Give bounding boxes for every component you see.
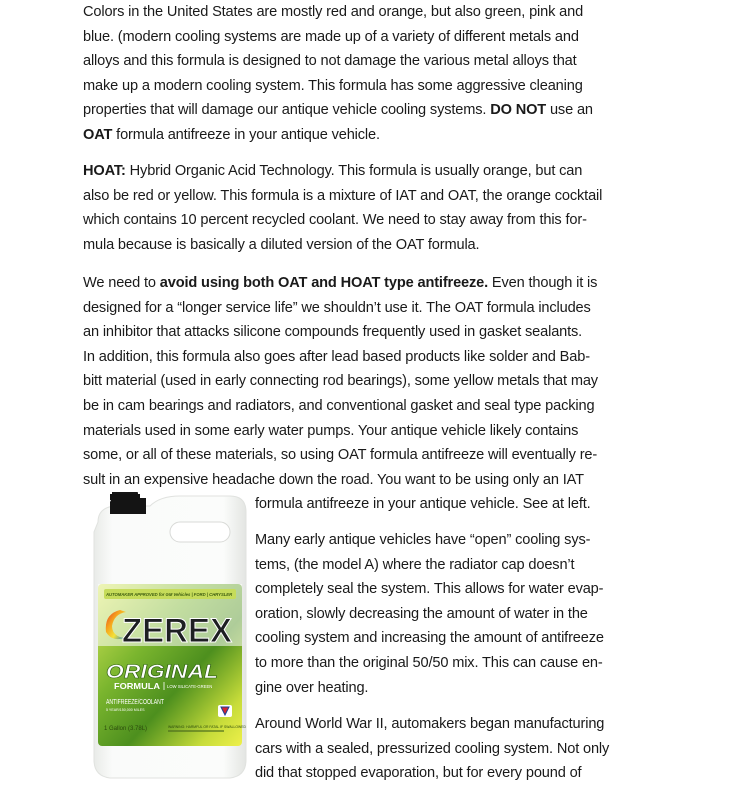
text-segment: some, or all of these materials, so using OAT formula antifreeze will eventually re- [83, 447, 598, 464]
text-line [83, 397, 594, 415]
text-segment: did that stopped evaporation, but for every pound of [255, 765, 582, 782]
text-segment: properties that will damage our antique vehicle cooling systems. [83, 102, 491, 119]
text-line [83, 323, 582, 341]
text-line [83, 299, 591, 317]
text-segment: Around World War II, automakers began manufacturing [255, 716, 605, 732]
text-segment: gine over heating. [255, 679, 369, 696]
text-segment: Even though it is [488, 275, 598, 291]
text-segment: make up a modern cooling system. This formula has some aggressive cleaning [83, 77, 583, 94]
jug-handle-opening [170, 522, 230, 542]
text-line [83, 471, 584, 489]
text-segment: sult in an expensive headache down the road. You want to be using only an IAT [83, 471, 584, 488]
text-line [255, 605, 588, 623]
text-line [83, 3, 583, 21]
text-segment: designed for a “longer service life” we shouldn’t use it. The OAT formula includes [83, 299, 591, 316]
text-line [255, 715, 604, 733]
text-segment: mula because is basically a diluted version of the OAT formula. [83, 236, 480, 253]
text-line [83, 101, 593, 119]
text-line [83, 162, 582, 180]
text-segment: Colors in the United States are mostly red and orange, but also green, pink and [83, 4, 584, 20]
text-segment: formula antifreeze in your antique vehicle. See at left. [255, 496, 591, 513]
text-segment: bitt material (used in early connecting rod bearings), some yellow metals that may [83, 373, 598, 390]
text-segment: In addition, this formula also goes after lead based products like solder and Bab- [83, 348, 590, 365]
text-segment: an inhibitor that attacks silicone compounds frequently used in gasket sealants. [83, 324, 583, 341]
text-line [83, 372, 598, 390]
product-volume-text: 1 Gallon (3.78L) [104, 726, 148, 732]
text-line [255, 740, 609, 758]
text-line [83, 77, 583, 95]
text-line [255, 556, 574, 574]
product-warning-text: WARNING: HARMFUL OR FATAL IF SWALLOWED [168, 725, 246, 729]
text-segment: which contains 10 percent recycled coolant. We need to stay away from this for- [83, 212, 587, 229]
text-segment: cooling system and increasing the amount of antifreeze [255, 630, 604, 647]
text-segment: completely seal the system. This allows for water evap- [255, 581, 604, 598]
text-segment: materials used in some early water pumps. Your antique vehicle likely contains [83, 422, 579, 439]
text-line [83, 348, 590, 366]
text-segment: use an [546, 102, 593, 119]
text-line [83, 28, 579, 46]
bold-text: HOAT: [83, 163, 126, 179]
text-line [255, 629, 604, 647]
text-segment: be in cam bearings and radiators, and conventional gasket and seal type packing [83, 398, 595, 414]
text-segment: alloys and this formula is designed to not damage the various metal alloys that [83, 53, 577, 70]
text-line [255, 764, 581, 782]
text-line [255, 495, 591, 513]
text-segment: blue. (modern cooling systems are made up of a variety of different metals and [83, 28, 579, 45]
text-segment: Hybrid Organic Acid Technology. This formula is usually orange, but can [125, 163, 583, 179]
jug-banner-text: AUTOMAKER APPROVED for GM Vehicles | FORD | CHRYSLER [106, 592, 233, 597]
bold-text: DO NOT [490, 102, 547, 119]
product-type-text: ANTIFREEZE/COOLANT [106, 699, 165, 706]
text-segment: We need to [83, 275, 160, 291]
text-segment: to more than the original 50/50 mix. This can cause en- [255, 655, 603, 671]
text-segment: also be red or yellow. This formula is a mixture of IAT and OAT, the orange cocktail [83, 187, 603, 204]
bold-text: avoid using both OAT and HOAT type antifreeze. [159, 275, 489, 291]
zerex-brand-text: ZEREX [122, 612, 233, 650]
product-name-text: ORIGINAL [106, 662, 218, 683]
text-line [83, 52, 577, 70]
text-segment: cars with a sealed, pressurized cooling system. Not only [255, 740, 610, 757]
text-line [83, 274, 597, 292]
product-life-text: 5 YEAR/150,000 MILES [106, 708, 145, 712]
zerex-antifreeze-jug-image [90, 492, 250, 782]
text-line [255, 531, 590, 549]
bold-text: OAT [83, 127, 113, 143]
text-segment: tems, (the model A) where the radiator cap doesn’t [255, 556, 575, 573]
product-subnote-text: LOW SILICATE-GREEN [167, 684, 213, 689]
text-line [83, 236, 479, 254]
text-segment: Many early antique vehicles have “open” cooling sys- [255, 532, 591, 548]
text-line [83, 446, 597, 464]
text-line [83, 126, 380, 144]
text-line [83, 211, 587, 229]
text-line [83, 187, 602, 205]
text-segment: oration, slowly decreasing the amount of water in the [255, 605, 588, 622]
text-line [83, 422, 578, 440]
text-line [255, 679, 368, 697]
product-subname-text: FORMULA [114, 681, 160, 691]
text-segment: formula antifreeze in your antique vehicle. [112, 127, 380, 143]
text-line [255, 580, 603, 598]
text-line [255, 654, 603, 672]
